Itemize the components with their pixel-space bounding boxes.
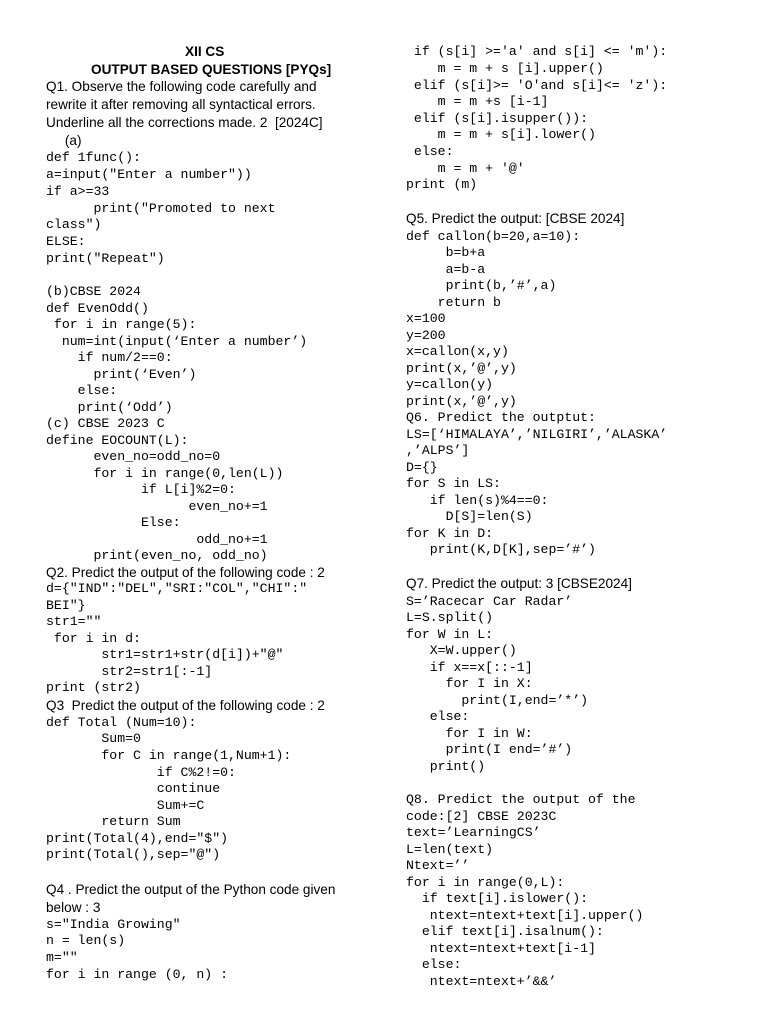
code-line: for i in d: — [46, 631, 141, 646]
code-line: d={"IND":"DEL","SRI:"COL","CHI":" — [46, 581, 308, 596]
code-line: Q6. Predict the outptut: — [406, 410, 596, 425]
code-line: m="" — [46, 950, 78, 965]
code-line: print(x,’@’,y) — [406, 394, 517, 409]
code-line: (b)CBSE 2024 — [46, 284, 141, 299]
code-line: print(‘Odd’) — [46, 400, 173, 415]
code-line: print (m) — [406, 177, 478, 192]
code-line: D[S]=len(S) — [406, 509, 533, 524]
code-line: return Sum — [46, 814, 181, 829]
code-line: if a>=33 — [46, 184, 110, 199]
code-line: class") — [46, 217, 102, 232]
code-line: print() — [406, 759, 486, 774]
code-line: L=len(text) — [406, 842, 494, 857]
code-line: if (s[i] >='a' and s[i] <= 'm'): — [406, 44, 668, 59]
code-line: b=b+a — [406, 245, 486, 260]
code-line: def callon(b=20,a=10): — [406, 229, 581, 244]
document-title: XII CS — [185, 44, 225, 59]
code-line: print(K,D[K],sep=’#’) — [406, 542, 596, 557]
code-line: m = m +s [i-1] — [406, 94, 549, 109]
code-line: a=input("Enter a number")) — [46, 167, 252, 182]
code-line: continue — [46, 781, 221, 796]
question-text-line: Q1. Observe the following code carefully and — [46, 79, 317, 94]
code-line: for K in D: — [406, 526, 494, 541]
code-line: print(b,’#’,a) — [406, 278, 557, 293]
code-line: return b — [406, 295, 501, 310]
code-line: elif (s[i]>= 'O'and s[i]<= 'z'): — [406, 78, 668, 93]
code-line: print (str2) — [46, 680, 141, 695]
code-line: even_no=odd_no=0 — [46, 449, 221, 464]
code-line: for I in W: — [406, 726, 533, 741]
code-line: for I in X: — [406, 676, 533, 691]
question-text-line: Q7. Predict the output: 3 [CBSE2024] — [406, 576, 632, 591]
question-text-line: Q5. Predict the output: [CBSE 2024] — [406, 211, 625, 226]
code-line: num=int(input(‘Enter a number’) — [46, 334, 308, 349]
code-line: for S in LS: — [406, 476, 501, 491]
code-line: if num/2==0: — [46, 350, 173, 365]
question-text-line: rewrite it after removing all syntactical errors. — [46, 97, 316, 112]
code-line: ntext=ntext+’&&’ — [406, 974, 557, 989]
code-line: m = m + s [i].upper() — [406, 61, 604, 76]
code-line: elif (s[i].isupper()): — [406, 111, 589, 126]
code-line: print(I end=’#’) — [406, 742, 573, 757]
code-line: if x==x[::-1] — [406, 660, 533, 675]
code-line: ntext=ntext+text[i-1] — [406, 941, 596, 956]
code-line: for i in range(0,L): — [406, 875, 565, 890]
code-line: print(‘Even’) — [46, 367, 197, 382]
code-line: def EvenOdd() — [46, 301, 149, 316]
question-text-line: below : 3 — [46, 900, 101, 915]
code-line: ,’ALPS’] — [406, 443, 470, 458]
code-line: BEI"} — [46, 598, 86, 613]
code-line: else: — [46, 383, 118, 398]
code-line: X=W.upper() — [406, 643, 517, 658]
code-line: print(Total(4),end="$") — [46, 831, 229, 846]
code-line: ELSE: — [46, 234, 86, 249]
code-line: s="India Growing" — [46, 917, 181, 932]
code-line: def 1func(): — [46, 150, 141, 165]
code-line: str2=str1[:-1] — [46, 664, 213, 679]
code-line: else: — [406, 709, 470, 724]
code-line: x=callon(x,y) — [406, 344, 509, 359]
code-line: if text[i].islower(): — [406, 891, 589, 906]
code-line: n = len(s) — [46, 933, 126, 948]
code-line: for i in range(5): — [46, 317, 197, 332]
question-text-line: (a) — [46, 133, 82, 148]
question-text-line: Q3 Predict the output of the following code : 2 — [46, 698, 325, 713]
code-line: print("Repeat") — [46, 251, 165, 266]
code-line: Sum+=C — [46, 798, 205, 813]
code-line: L=S.split() — [406, 610, 494, 625]
code-line: str1="" — [46, 614, 102, 629]
code-line: define EOCOUNT(L): — [46, 433, 189, 448]
code-line: for i in range(0,len(L)) — [46, 466, 284, 481]
question-text-line: Underline all the corrections made. 2 [2024C] — [46, 115, 323, 130]
code-line: Ntext=’’ — [406, 858, 470, 873]
code-line: Else: — [46, 515, 181, 530]
code-line: print(Total(),sep="@") — [46, 847, 221, 862]
code-line: code:[2] CBSE 2023C — [406, 809, 557, 824]
code-line: y=200 — [406, 328, 446, 343]
code-line: Sum=0 — [46, 731, 141, 746]
code-line: print(I,end=’*’) — [406, 693, 589, 708]
code-line: m = m + s[i].lower() — [406, 127, 596, 142]
code-line: print("Promoted to next — [46, 201, 276, 216]
code-line: (c) CBSE 2023 C — [46, 416, 165, 431]
code-line: print(x,’@’,y) — [406, 361, 517, 376]
code-line: text=’LearningCS’ — [406, 825, 541, 840]
code-line: str1=str1+str(d[i])+"@" — [46, 647, 284, 662]
question-text-line: Q2. Predict the output of the following code : 2 — [46, 565, 325, 580]
code-line: for i in range (0, n) : — [46, 967, 229, 982]
document-subtitle: OUTPUT BASED QUESTIONS [PYQs] — [91, 62, 332, 77]
code-line: ntext=ntext+text[i].upper() — [406, 908, 644, 923]
code-line: LS=[‘HIMALAYA’,’NILGIRI’,’ALASKA’ — [406, 427, 668, 442]
code-line: else: — [406, 144, 454, 159]
code-line: even_no+=1 — [46, 499, 268, 514]
code-line: if len(s)%4==0: — [406, 493, 549, 508]
code-line: for C in range(1,Num+1): — [46, 748, 292, 763]
code-line: def Total (Num=10): — [46, 715, 197, 730]
code-line: y=callon(y) — [406, 377, 494, 392]
code-line: D={} — [406, 460, 438, 475]
question-text-line: Q4 . Predict the output of the Python code given — [46, 882, 336, 897]
code-line: if C%2!=0: — [46, 765, 236, 780]
code-line: S=’Racecar Car Radar’ — [406, 594, 573, 609]
code-line: a=b-a — [406, 262, 486, 277]
code-line: for W in L: — [406, 627, 494, 642]
code-line: odd_no+=1 — [46, 532, 268, 547]
code-line: print(even_no, odd_no) — [46, 548, 268, 563]
code-line: elif text[i].isalnum(): — [406, 924, 604, 939]
code-line: x=100 — [406, 311, 446, 326]
code-line: Q8. Predict the output of the — [406, 792, 636, 807]
code-line: if L[i]%2=0: — [46, 482, 236, 497]
code-line: else: — [406, 957, 462, 972]
code-line: m = m + '@' — [406, 161, 525, 176]
